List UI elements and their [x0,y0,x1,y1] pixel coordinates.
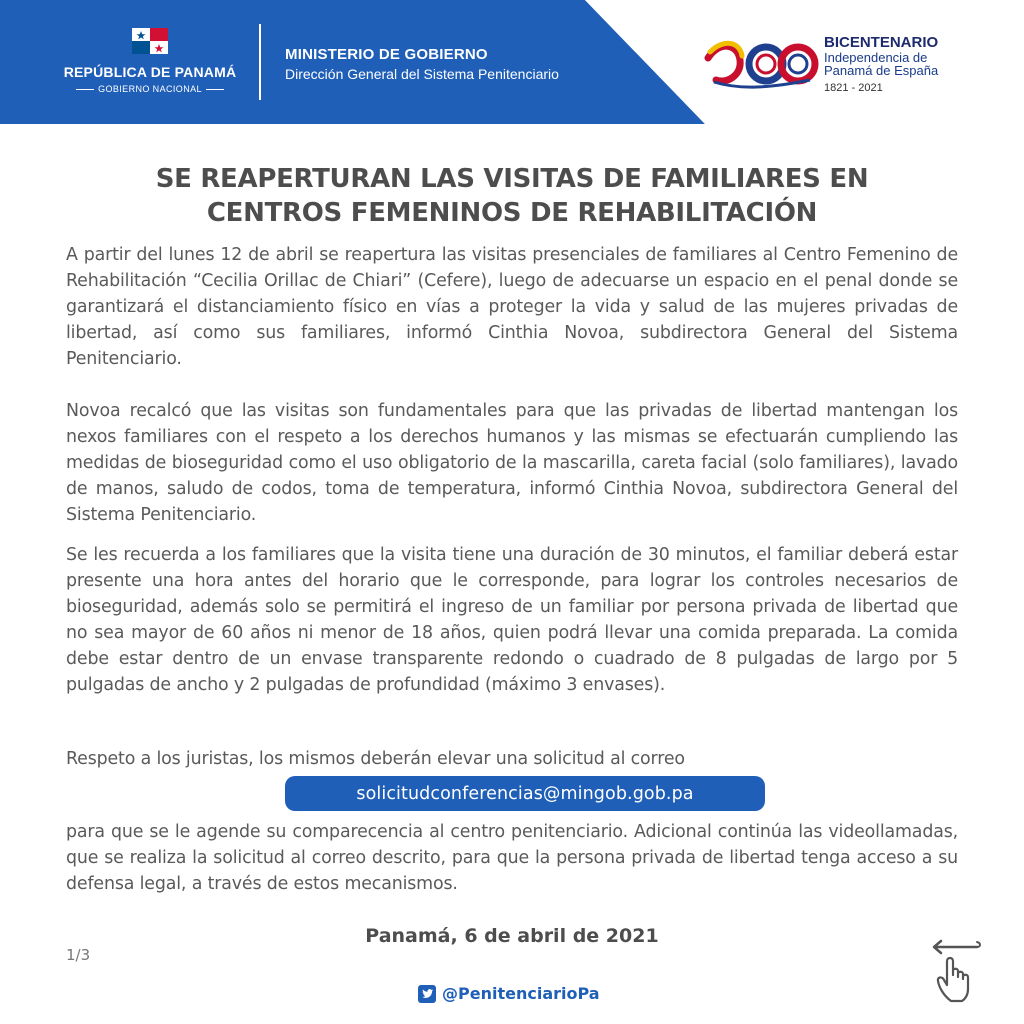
page-indicator: 1/3 [66,946,91,964]
government-logo-block [50,28,250,94]
email-link-pill[interactable] [285,776,765,811]
swipe-left-hand-icon [925,935,987,1007]
publication-date: Panamá, 6 de abril de 2021 [365,925,659,947]
paragraph-3: Se les recuerda a los familiares que la visita tiene una duración de 30 minutos, el familiar deberá estar presente una hora antes del horario que le corresponde, para lograr los controles necesarios de bioseguridad, además solo se permitirá el ingreso de un familiar por persona privada de libertad que no sea mayor de 60 años ni menor de 18 años, quien podrá llevar una comida preparada. La comida debe estar dentro de un envase transparente redondo o cuadrado de 8 pulgadas de largo por 5 pulgadas de ancho y 2 pulgadas de profundidad (máximo 3 envases). [66,545,958,695]
article-title-line-2: CENTROS FEMENINOS DE REHABILITACIÓN [206,198,818,228]
article-title [60,162,964,230]
header-banner [0,0,1024,124]
twitter-bird-icon [418,985,436,1003]
twitter-handle-block[interactable] [418,984,600,1003]
government-title: REPÚBLICA DE PANAMÁ [63,64,237,80]
ministry-title: MINISTERIO DE GOBIERNO [285,46,488,63]
bicentenario-title: BICENTENARIO [824,34,939,51]
article-title-line-1: SE REAPERTURAN LAS VISITAS DE FAMILIARES EN [155,164,869,194]
paragraph-5: para que se le agende su comparecencia al centro penitenciario. Adicional continúa las videollamadas, que se realiza la solicitud al correo descrito, para que la persona privada de libertad tenga acceso a su defensa legal, a través de estos mecanismos. [66,822,958,894]
email-address[interactable]: solicitudconferencias@mingob.gob.pa [356,783,694,804]
ministry-subtitle: Dirección General del Sistema Penitenciario [285,66,559,82]
bicentenario-line-2: Panamá de España [824,63,939,78]
bicentenario-logo-icon [700,30,820,100]
bicentenario-years: 1821 - 2021 [824,82,883,94]
twitter-handle[interactable]: @PenitenciarioPa [442,984,600,1003]
ministry-block [285,46,559,82]
panama-flag-icon [132,28,168,54]
paragraph-1: A partir del lunes 12 de abril se reapertura las visitas presenciales de familiares al Centro Femenino de Rehabilitación “Cecilia Orillac de Chiari” (Cefere), luego de adecuarse un espacio en el penal donde se garantizará el distanciamiento físico en vías a proteger la vida y salud de las mujeres privadas de libertad, así como sus familiares, informó Cinthia Novoa, subdirectora General del Sistema Penitenciario. [66,245,958,369]
government-subtitle: GOBIERNO NACIONAL [50,84,250,94]
bicentenario-block [700,24,1010,104]
bicentenario-text [824,34,938,94]
paragraph-2: Novoa recalcó que las visitas son fundamentales para que las privadas de libertad mantengan los nexos familiares con el respeto a los derechos humanos y las mismas se efectuarán cumpliendo las medidas de bioseguridad como el uso obligatorio de la mascarilla, careta facial (solo familiares), lavado de manos, saludo de codos, toma de temperatura, informó Cinthia Novoa, subdirectora General del Sistema Penitenciario. [66,401,958,525]
bicentenario-line-1: Independencia de [824,50,928,65]
header-divider [259,24,261,100]
paragraph-4: Respeto a los juristas, los mismos deberán elevar una solicitud al correo [66,749,685,769]
